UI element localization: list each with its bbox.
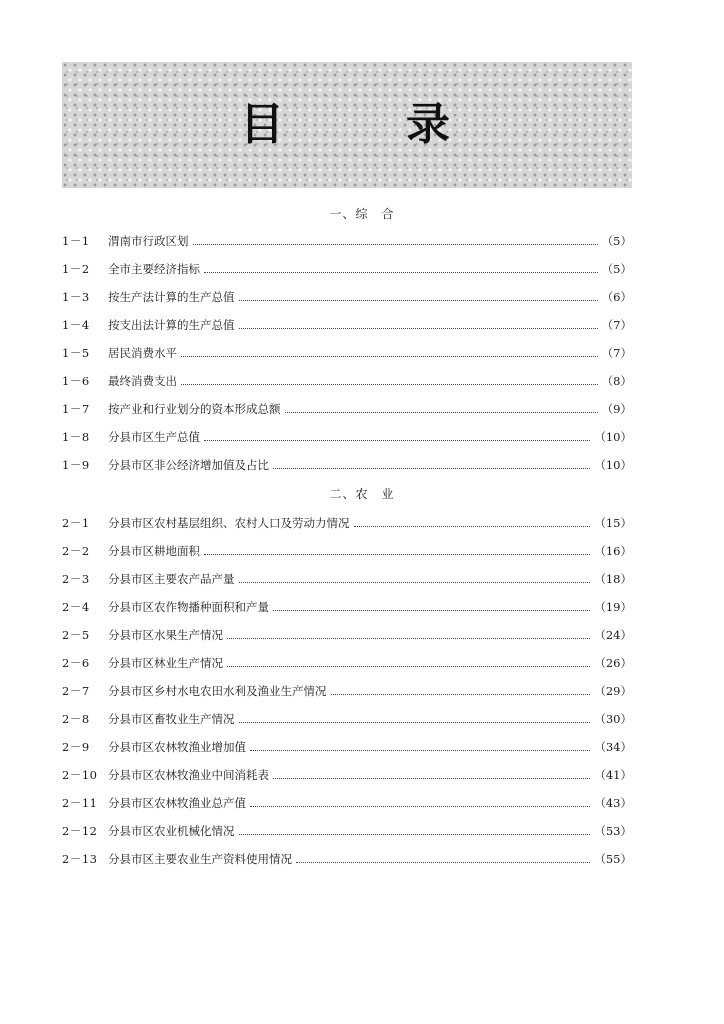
entry-title[interactable]: 渭南市行政区划 [108,234,189,248]
toc-entry[interactable] [62,710,632,728]
entry-page: （7） [601,346,632,360]
toc-entry[interactable] [62,682,632,700]
entry-number: 2－1 [62,516,90,530]
leader-dots [227,665,590,667]
entry-title[interactable]: 分县市区畜牧业生产情况 [108,712,235,726]
leader-dots [354,525,591,527]
entry-page: （9） [601,402,632,416]
leader-dots [193,243,598,245]
entry-title[interactable]: 分县市区农林牧渔业增加值 [108,740,246,754]
entry-number: 1－3 [62,290,90,304]
leader-dots [204,439,590,441]
leader-dots [250,805,590,807]
leader-dots [181,383,598,385]
entry-title[interactable]: 居民消费水平 [108,346,177,360]
toc-entry[interactable] [62,766,632,784]
entry-title[interactable]: 按产业和行业划分的资本形成总额 [108,402,281,416]
leader-dots [273,467,590,469]
entry-number: 1－2 [62,262,90,276]
toc-entry[interactable] [62,626,632,644]
entry-title[interactable]: 全市主要经济指标 [108,262,200,276]
entry-number: 2－2 [62,544,90,558]
entry-title[interactable]: 分县市区生产总值 [108,430,200,444]
entry-page: （15） [594,516,632,530]
entry-title[interactable]: 分县市区水果生产情况 [108,628,223,642]
entry-number: 1－1 [62,234,90,248]
leader-dots [331,693,591,695]
toc-entry[interactable] [62,316,632,334]
toc-entry[interactable] [62,738,632,756]
leader-dots [285,411,598,413]
leader-dots [239,833,591,835]
entry-title[interactable]: 分县市区乡村水电农田水利及渔业生产情况 [108,684,327,698]
entry-number: 1－6 [62,374,90,388]
entry-page: （10） [594,430,632,444]
entry-title[interactable]: 分县市区农林牧渔业总产值 [108,796,246,810]
entry-title[interactable]: 按生产法计算的生产总值 [108,290,235,304]
leader-dots [181,355,598,357]
entry-page: （16） [594,544,632,558]
entry-page: （53） [594,824,632,838]
toc-entry[interactable] [62,372,632,390]
entry-number: 2－3 [62,572,90,586]
toc-entry[interactable] [62,514,632,532]
entry-title[interactable]: 分县市区农村基层组织、农村人口及劳动力情况 [108,516,350,530]
entry-page: （24） [594,628,632,642]
toc-entry[interactable] [62,400,632,418]
leader-dots [239,721,591,723]
entry-title[interactable]: 分县市区林业生产情况 [108,656,223,670]
entry-number: 2－8 [62,712,90,726]
entry-title[interactable]: 分县市区农业机械化情况 [108,824,235,838]
toc-entry[interactable] [62,850,632,868]
entry-page: （34） [594,740,632,754]
entry-page: （6） [601,290,632,304]
entry-number: 2－9 [62,740,90,754]
entry-number: 2－7 [62,684,90,698]
leader-dots [227,637,590,639]
entry-title[interactable]: 最终消费支出 [108,374,177,388]
leader-dots [239,327,598,329]
entry-page: （30） [594,712,632,726]
leader-dots [204,553,590,555]
leader-dots [296,861,590,863]
toc-title-banner [62,62,632,188]
toc-entry[interactable] [62,344,632,362]
title-char-left: 目 [240,99,284,150]
toc-entry[interactable] [62,822,632,840]
entry-number: 2－6 [62,656,90,670]
toc-entry[interactable] [62,598,632,616]
entry-title[interactable]: 分县市区主要农产品产量 [108,572,235,586]
entry-page: （55） [594,852,632,866]
toc-entry[interactable] [62,542,632,560]
toc-entry[interactable] [62,260,632,278]
entry-page: （43） [594,796,632,810]
entry-title[interactable]: 分县市区主要农业生产资料使用情况 [108,852,292,866]
entry-page: （29） [594,684,632,698]
leader-dots [273,777,590,779]
leader-dots [273,609,590,611]
entry-number: 1－4 [62,318,90,332]
entry-page: （8） [601,374,632,388]
toc-entry[interactable] [62,654,632,672]
entry-title[interactable]: 分县市区农作物播种面积和产量 [108,600,269,614]
entry-number: 2－4 [62,600,90,614]
entry-title[interactable]: 分县市区非公经济增加值及占比 [108,458,269,472]
toc-entry[interactable] [62,428,632,446]
entry-number: 2－11 [62,796,98,810]
entry-title[interactable]: 按支出法计算的生产总值 [108,318,235,332]
toc-entry[interactable] [62,570,632,588]
entry-number: 2－10 [62,768,98,782]
entry-page: （26） [594,656,632,670]
entry-page: （41） [594,768,632,782]
leader-dots [239,299,598,301]
entry-number: 1－9 [62,458,90,472]
entry-title[interactable]: 分县市区农林牧渔业中间消耗表 [108,768,269,782]
leader-dots [204,271,598,273]
toc-entry[interactable] [62,288,632,306]
entry-page: （10） [594,458,632,472]
entry-page: （7） [601,318,632,332]
section-heading-general: 一、综 合 [329,207,395,221]
entry-number: 2－13 [62,852,98,866]
entry-number: 1－8 [62,430,90,444]
entry-title[interactable]: 分县市区耕地面积 [108,544,200,558]
section-heading-agriculture: 二、农 业 [329,487,395,501]
title-char-right: 录 [406,99,450,150]
entry-number: 1－5 [62,346,90,360]
entry-page: （5） [601,234,632,248]
entry-number: 2－5 [62,628,90,642]
toc-entry[interactable] [62,232,632,250]
entry-page: （5） [601,262,632,276]
leader-dots [239,581,591,583]
leader-dots [250,749,590,751]
entry-number: 2－12 [62,824,98,838]
toc-entry[interactable] [62,794,632,812]
entry-page: （18） [594,572,632,586]
entry-page: （19） [594,600,632,614]
entry-number: 1－7 [62,402,90,416]
toc-entry[interactable] [62,456,632,474]
